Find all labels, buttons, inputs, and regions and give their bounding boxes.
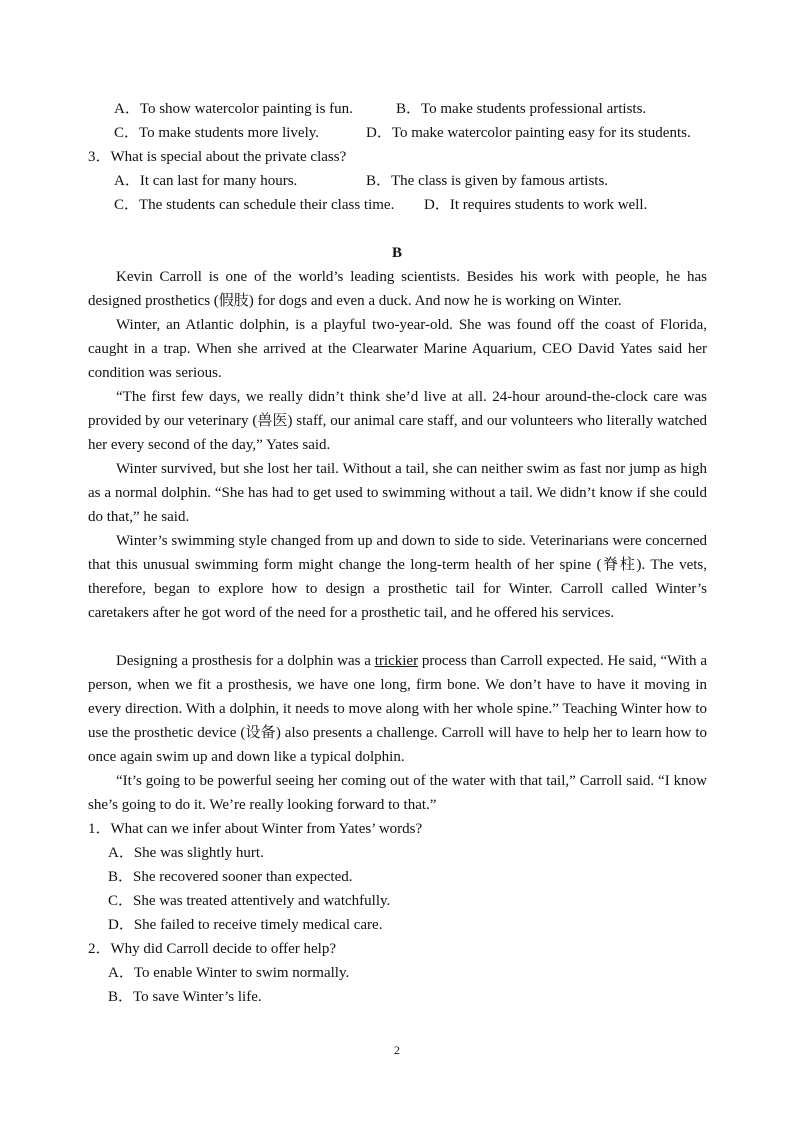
paragraph-text-after: process than Carroll expected. He said, “With a person, when we fit a prosthesis, we have one long, firm bone. We don’t have to have it moving in every direction. With a dolphin, it needs to move along with her whole spine.” Teaching Winter how to use the prosthetic device (设备) also presents a challenge. Carroll will have to help her to learn how to once again swim up and down like a typical dolphin.	[88, 653, 707, 765]
q2-option-c: C．To make students more lively.	[114, 125, 320, 141]
q3-option-a: A．It can last for many hours.	[114, 173, 298, 189]
question-1-stem: 1．What can we infer about Winter from Yates’ words?	[88, 821, 423, 837]
question-2-option-b: B．To save Winter’s life.	[108, 989, 262, 1005]
q3-option-b: B．The class is given by famous artists.	[366, 173, 609, 189]
passage-paragraph-6	[88, 649, 707, 769]
question-2-stem: 2．Why did Carroll decide to offer help?	[88, 941, 336, 957]
paragraph-text: Winter survived, but she lost her tail. Without a tail, she can neither swim as fast nor jump as high as a normal dolphin. “She has had to get used to swimming without a tail. We didn’t know if she could do that,” he said.	[88, 461, 707, 525]
passage-paragraph-5	[88, 529, 707, 625]
question-1-option-d: D．She failed to receive timely medical care.	[108, 917, 383, 933]
paragraph-text: “The first few days, we really didn’t think she’d live at all. 24-hour around-the-clock care was provided by our veterinary (兽医) staff, our animal care staff, and our volunteers who literally watched her every second of the day,” Yates said.	[88, 389, 707, 453]
paragraph-text: Winter’s swimming style changed from up and down to side to side. Veterinarians were concerned that this unusual swimming form might change the long-term health of her spine (脊柱). The vets, therefore, began to explore how to design a prosthetic tail for Winter. Carroll called Winter’s caretakers after he got word of the need for a prosthetic tail, and he offered his services.	[88, 533, 707, 621]
paragraph-text: “It’s going to be powerful seeing her coming out of the water with that tail,” Carroll said. “I know she’s going to do it. We’re really looking forward to that.”	[88, 773, 707, 813]
passage-paragraph-3	[88, 385, 707, 457]
section-title: B	[391, 245, 402, 261]
paragraph-text: Kevin Carroll is one of the world’s leading scientists. Besides his work with people, he has designed prosthetics (假肢) for dogs and even a duck. And now he is working on Winter.	[88, 269, 707, 309]
q2-option-a: A．To show watercolor painting is fun.	[114, 101, 353, 117]
question-1-option-a: A．She was slightly hurt.	[108, 845, 264, 861]
passage-paragraph-2	[88, 313, 707, 385]
underlined-word: trickier	[374, 653, 419, 669]
question-2-option-a: A．To enable Winter to swim normally.	[108, 965, 350, 981]
paragraph-text-before: Designing a prosthesis for a dolphin was a	[116, 653, 375, 669]
q3-option-c: C．The students can schedule their class time.	[114, 197, 395, 213]
q2-option-d: D．To make watercolor painting easy for its students.	[366, 125, 691, 141]
passage-paragraph-4	[88, 457, 707, 529]
q3-option-d: D．It requires students to work well.	[424, 197, 648, 213]
q2-option-b: B．To make students professional artists.	[396, 101, 647, 117]
passage-paragraph-7	[88, 769, 707, 817]
q3-stem: 3．What is special about the private class?	[88, 149, 347, 165]
question-1-option-c: C．She was treated attentively and watchfully.	[108, 893, 391, 909]
question-1-option-b: B．She recovered sooner than expected.	[108, 869, 353, 885]
paragraph-text: Winter, an Atlantic dolphin, is a playful two-year-old. She was found off the coast of Florida, caught in a trap. When she arrived at the Clearwater Marine Aquarium, CEO David Yates said her condition was serious.	[88, 317, 707, 381]
passage-paragraph-1	[88, 265, 707, 313]
page-number: 2	[394, 1043, 400, 1057]
